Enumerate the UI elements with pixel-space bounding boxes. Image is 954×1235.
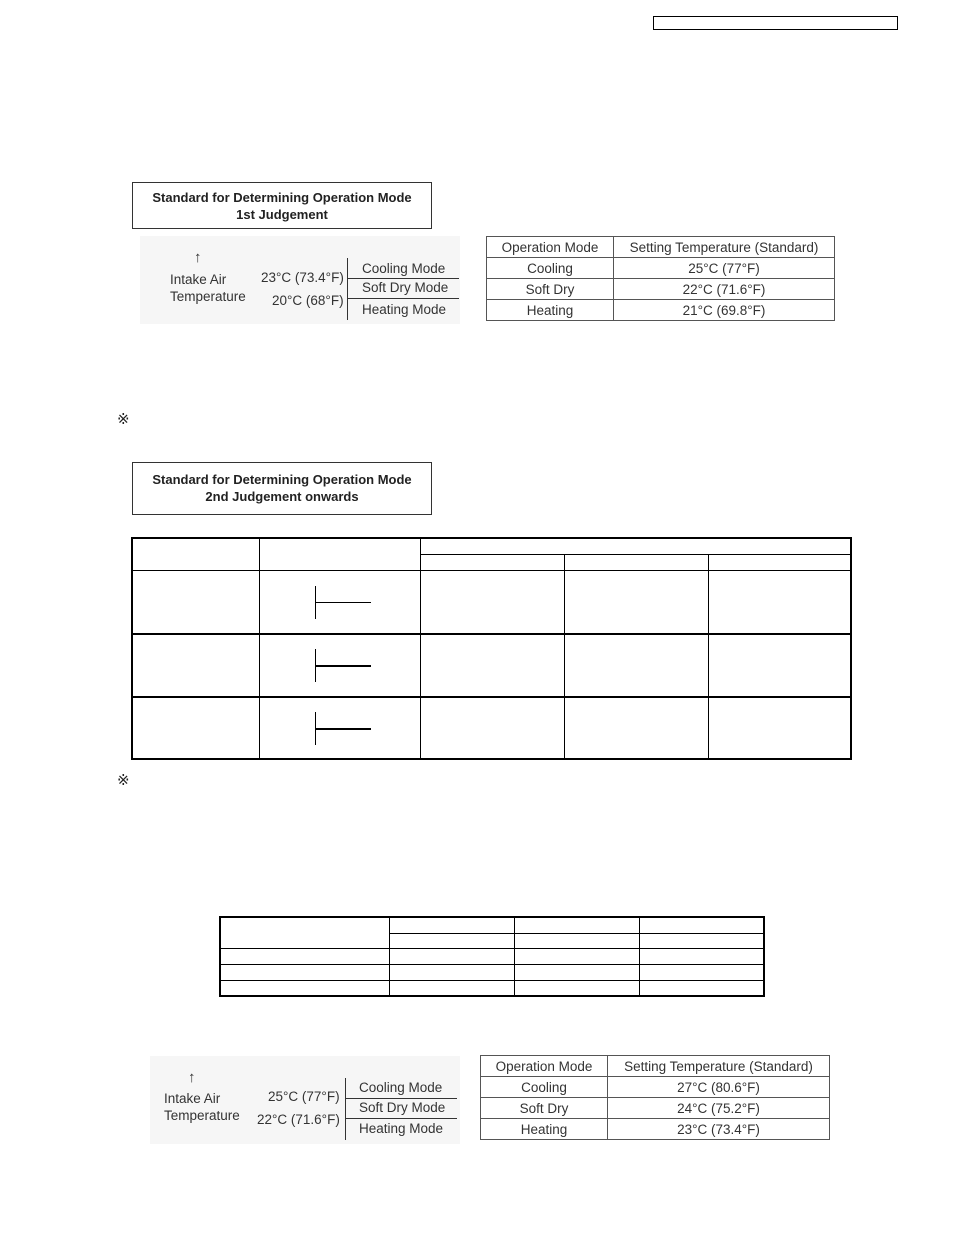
mini-diagram-horizontal [315,728,371,730]
intake-air-label-line1: Intake Air [170,272,227,287]
intake-air-label-line2: Temperature [164,1108,240,1123]
mode-cell: Heating [487,300,614,321]
standard-box-subtitle: 1st Judgement [236,207,328,222]
mode-cell: Cooling [481,1077,608,1098]
standard-box-2nd-judgement [132,462,432,515]
mode-cell: Soft Dry [481,1098,608,1119]
mini-diagram-horizontal [315,602,371,603]
diagram-vertical-line [347,258,348,320]
header-operation-mode: Operation Mode [481,1056,608,1077]
diagram-divider-lower [345,1118,457,1119]
soft-dry-mode-label: Soft Dry Mode [362,280,449,295]
temp-cell: 21°C (69.8°F) [614,300,835,321]
intake-air-label-line2: Temperature [170,289,246,304]
heating-mode-label: Heating Mode [359,1121,444,1136]
diagram-vertical-line [345,1078,346,1140]
diagram-divider-lower [347,298,459,299]
intake-air-diagram-1 [140,236,460,324]
soft-dry-mode-label: Soft Dry Mode [359,1100,446,1115]
diagram-divider-upper [345,1098,457,1099]
standard-box-title: Standard for Determining Operation Mode [152,472,412,487]
up-arrow-icon: ↑ [194,249,202,266]
judgement-grid-table [131,537,852,760]
setting-temperature-table-2 [480,1055,830,1140]
standard-box-title: Standard for Determining Operation Mode [152,190,412,205]
upper-threshold-temp: 25°C (77°F) [268,1089,340,1104]
mode-cell: Soft Dry [487,279,614,300]
header-setting-temperature: Setting Temperature (Standard) [608,1056,830,1077]
temp-cell: 27°C (80.6°F) [608,1077,830,1098]
page-header-box [653,16,898,30]
temp-cell: 23°C (73.4°F) [608,1119,830,1140]
cooling-mode-label: Cooling Mode [359,1080,443,1095]
reference-mark: ※ [117,411,130,428]
heating-mode-label: Heating Mode [362,302,447,317]
header-setting-temperature: Setting Temperature (Standard) [614,237,835,258]
temp-cell: 24°C (75.2°F) [608,1098,830,1119]
intake-air-label-line1: Intake Air [164,1091,221,1106]
upper-threshold-temp: 23°C (73.4°F) [261,270,344,285]
standard-box-subtitle: 2nd Judgement onwards [205,489,359,504]
diagram-divider-upper [347,278,459,279]
temp-cell: 22°C (71.6°F) [614,279,835,300]
mode-cell: Heating [481,1119,608,1140]
standard-box-1st-judgement [132,182,432,229]
mode-cell: Cooling [487,258,614,279]
small-grid-table [219,916,765,997]
intake-air-diagram-2 [150,1056,460,1144]
up-arrow-icon: ↑ [188,1069,196,1086]
lower-threshold-temp: 20°C (68°F) [272,293,344,308]
reference-mark: ※ [117,772,130,789]
mini-diagram-horizontal [315,665,371,667]
header-operation-mode: Operation Mode [487,237,614,258]
cooling-mode-label: Cooling Mode [362,261,446,276]
temp-cell: 25°C (77°F) [614,258,835,279]
lower-threshold-temp: 22°C (71.6°F) [257,1112,340,1127]
setting-temperature-table-1 [486,236,835,321]
